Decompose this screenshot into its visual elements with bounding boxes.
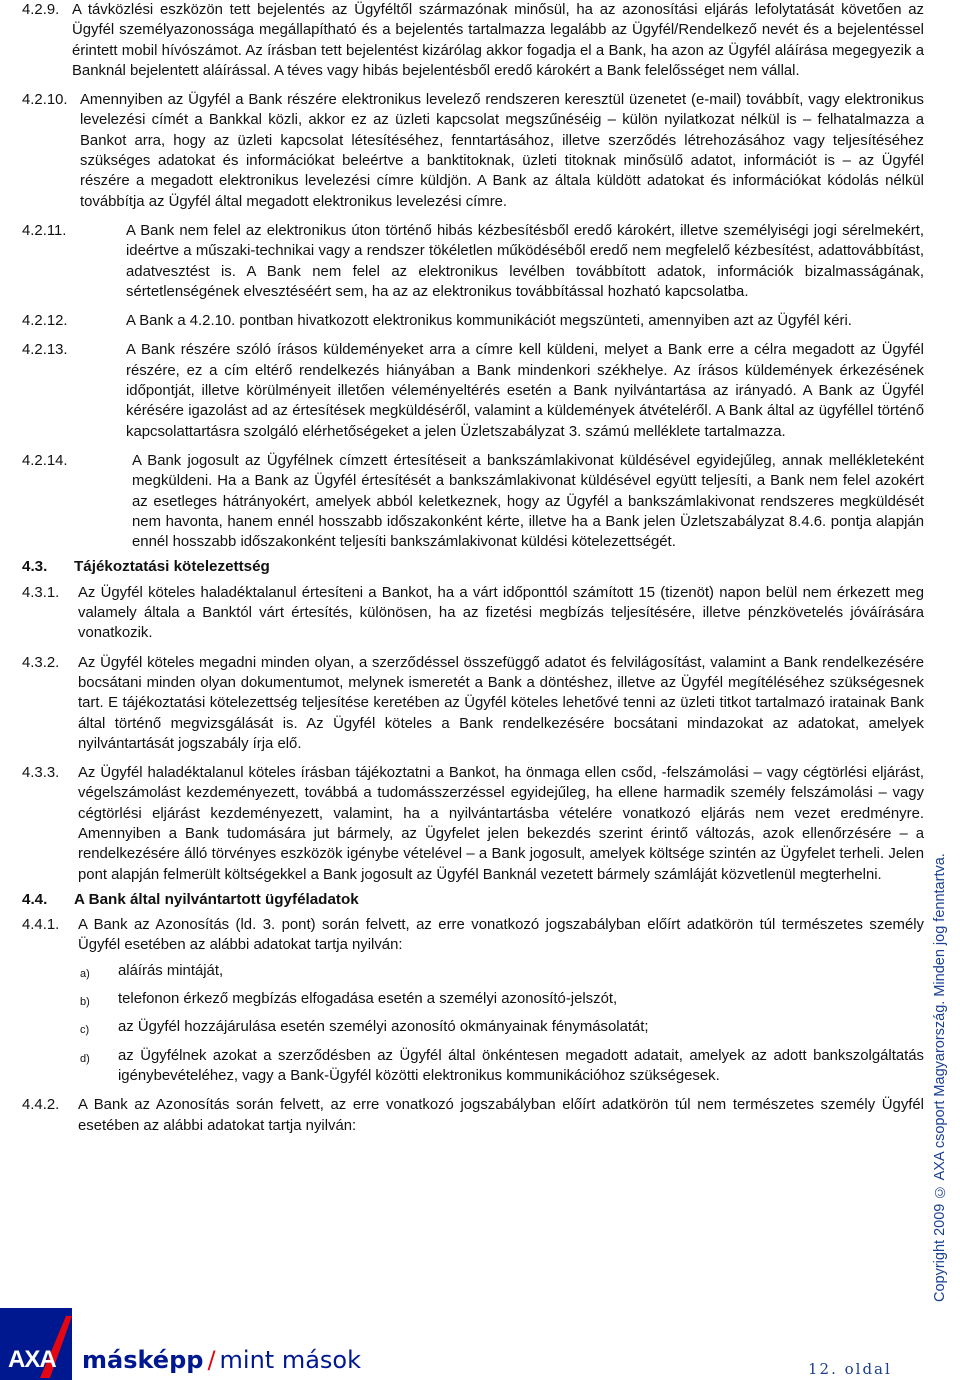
slogan-slash: / (207, 1346, 216, 1374)
paragraph-text: Az Ügyfél köteles megadni minden olyan, a szerződéssel összefüggő adatot és felvilágosítást, valamint a Bank rendelkezésére bocsátani minden olyan dokumentumot, melynek ismeretét a Bank a döntéshez, illetve az Ügyfél megítéléséhez szükségesnek tart. E tájékoztatási kötelezettség teljesítése keretében az Ügyfél köteles lehetővé tenni az üzleti titkot tartalmazó iratainak Bank által történő megvizsgálását is. Az Ügyfél köteles a Bank rendelkezésére bocsátani mindazokat az adatokat, amelyek nyilvántartását jogszabály írja elő. (78, 654, 924, 752)
list-text: telefonon érkező megbízás elfogadása esetén a személyi azonosító-jelszót, (118, 991, 618, 1008)
list-item (80, 961, 924, 984)
list-letter: b) (80, 996, 90, 1009)
paragraph-4-2-10 (22, 90, 924, 212)
paragraph-4-2-11 (22, 221, 924, 302)
paragraph-number: 4.2.11. (22, 222, 67, 239)
paragraph-number: 4.3.2. (22, 654, 60, 671)
paragraph-text: A Bank nem felel az elektronikus úton történő hibás kézbesítésből eredő károkért, illetve személyiségi jogi sérelmekért, ideértve a műszaki-technikai vagy a rendszer tökéletlen működéséből eredő nem megfelelő kézbesítést, adattovábbítást, adatvesztést is. A Bank nem felel az elektronikus levélben továbbított adatok, információk bizalmasságának, sértetlenségének elvesztéséért sem, ha az az elektronikus továbbítással hozható kapcsolatba. (126, 222, 924, 300)
list-text: aláírás mintáját, (118, 962, 224, 979)
paragraph-number: 4.2.14. (22, 452, 68, 469)
paragraph-4-4-1 (22, 915, 924, 956)
list-item (80, 989, 924, 1012)
axa-logo-text: AXA (8, 1346, 56, 1373)
paragraph-text: A Bank az Azonosítás során felvett, az erre vonatkozó jogszabályban előírt adatkörön túl nem természetes személy Ügyfél esetében az alábbi adatokat tartja nyilván: (78, 1097, 924, 1134)
paragraph-4-2-9 (22, 0, 924, 81)
paragraph-number: 4.2.9. (22, 2, 60, 18)
page-number: 12. oldal (808, 1360, 892, 1378)
paragraph-text: Az Ügyfél haladéktalanul köteles írásban tájékoztatni a Bankot, ha önmaga ellen csőd, -felszámolási – vagy cégtörlési eljárást, végelszámolást kezdeményezett, továbbá a tudomásszerzéssel egyidejűleg, ha ellene harmadik személy felszámolási – vagy cégtörlési eljárást kezdeményezett, valamint, ha a nyilvántartásba vételére vonatkozó eljárás nem vezet eredményre. Amennyiben a Bank tudomására jut bármely, az Ügyfelet jelen bekezdés szerint érintő változás, azok ellenőrzésére – a rendelkezésére álló törvényes eszközök igénybe vételével – a Bank jogosult, amelyek költsége szintén az Ügyfelet terheli. Jelen pont alapján felmerült költségekkel a Bank jogosult az Ügyfél Banknál vezetett bármely számláját közvetlenül megterhelni. (78, 765, 924, 883)
list-item (80, 1046, 924, 1087)
paragraph-number: 4.2.12. (22, 313, 68, 330)
heading-number: 4.4. (22, 890, 48, 908)
paragraph-4-3-2 (22, 653, 924, 754)
paragraph-number: 4.4.2. (22, 1097, 60, 1114)
slogan-thin: mint mások (219, 1346, 362, 1374)
section-heading-4-3 (22, 557, 924, 577)
heading-text: A Bank által nyilvántartott ügyféladatok (74, 890, 359, 908)
paragraph-text: A Bank a 4.2.10. pontban hivatkozott elektronikus kommunikációt megszünteti, amennyiben azt az Ügyfél kéri. (126, 313, 852, 330)
paragraph-text: A Bank az Azonosítás (ld. 3. pont) során felvett, az erre vonatkozó jogszabályban előírt adatkörön túl természetes személy Ügyfél esetében az alábbi adatokat tartja nyilván: (78, 917, 924, 954)
paragraph-text: Az Ügyfél köteles haladéktalanul értesíteni a Bankot, ha a várt időponttól számított 15 (tizenöt) napon belül nem érkezett meg valamely általa a Banktól várt értesítés, különösen, ha az fizetési megbízás teljesítésére, illetve pénzkövetelés jóváírására vonatkozik. (78, 584, 924, 642)
copyright-sidebar (932, 853, 958, 1302)
list-item (80, 1017, 924, 1040)
paragraph-number: 4.2.10. (22, 92, 68, 109)
paragraph-number: 4.3.1. (22, 584, 60, 601)
slogan-bold: másképp (82, 1346, 204, 1374)
list-letter: a) (80, 967, 90, 980)
list-text: az Ügyfél hozzájárulása esetén személyi azonosító okmányainak fénymásolatát; (118, 1019, 649, 1036)
heading-number: 4.3. (22, 558, 48, 576)
copyright-text: Copyright 2009 © AXA csoport Magyarország. Minden jog fenntartva. (932, 853, 948, 1302)
paragraph-text: Amennyiben az Ügyfél a Bank részére elektronikus levelező rendszeren keresztül üzenetet (e-mail) továbbít, vagy elektronikus levelezési címét a Bankkal közli, akkor ez az üzleti kapcsolat megszűnéséig – külön nyilatkozat nélkül is – felhatalmazza a Bankot arra, hogy az üzleti kapcsolat létesítéséhez, fenntartásához, illetve szerződés létrehozásához vagy teljesítéséhez szükséges adatokat és információkat beleértve a banktitoknak, üzleti titoknak minősülő adatot, információt is – az Ügyfél részére a megadott elektronikus levelezési címre küldjön. A Bank az általa küldött adatokat és információkat kódolás nélkül továbbítja az Ügyfél által megadott elektronikus levelezési címre. (80, 92, 924, 210)
paragraph-text: A Bank jogosult az Ügyfélnek címzett értesítéseit a bankszámlakivonat küldésével egyidejűleg, annak mellékleteként megküldeni. Ha a Bank az Ügyfél értesítését a bankszámlakivonat küldésével együtt teljesíti, a Bank nem felel azokért az esetleges hátrányokért, amelyek abból keletkeznek, hogy az Ügyfél a bankszámlakivonat rendszeres megküldését nem havonta, hanem ennél hosszabb időszakonként kérte, illetve ha a Bank jelen Üzletszabályzat 8.4.6. pontja alapján ennél hosszabb időszakonként teljesíti bankszámlakivonat küldési kötelezettségét. (132, 452, 924, 551)
paragraph-4-3-3 (22, 763, 924, 885)
list-letter: c) (80, 1024, 90, 1037)
list-text: az Ügyfélnek azokat a szerződésben az Ügyfél által önkéntesen megadott adatait, amelyek az adott bankszolgáltatás igénybevételéhez, vagy a Bank-Ügyfél közötti elektronikus kommunikációhoz szükségesek. (118, 1047, 924, 1084)
document-body (22, 0, 924, 1136)
paragraph-4-2-14 (22, 451, 924, 552)
section-heading-4-4 (22, 890, 924, 910)
paragraph-4-4-2 (22, 1095, 924, 1136)
slogan (82, 1346, 361, 1374)
paragraph-number: 4.4.1. (22, 917, 60, 934)
list-letter: d) (80, 1052, 90, 1065)
paragraph-text: A távközlési eszközön tett bejelentés az Ügyféltől származónak minősül, ha az azonosítási eljárás lefolytatását követően az Ügyfél személyazonossága megállapítható és a bejelentés tartalmazza legalább az Ügyfél/Rendelkező nevét és a bejelentéssel érintett mobil hívószámot. Az írásban tett bejelentést kizárólag akkor fogadja el a Bank, ha azon az Ügyfél aláírása megegyezik a Banknál bejelentett aláírással. A téves vagy hibás bejelentésből eredő károkért a Bank felelősséget nem vállal. (72, 2, 924, 79)
paragraph-4-2-13 (22, 340, 924, 441)
axa-logo (0, 1308, 72, 1380)
page-footer (0, 1308, 960, 1380)
heading-text: Tájékoztatási kötelezettség (74, 558, 270, 576)
paragraph-4-3-1 (22, 583, 924, 644)
paragraph-4-2-12 (22, 311, 924, 331)
paragraph-number: 4.2.13. (22, 342, 68, 359)
paragraph-text: A Bank részére szóló írásos küldeményeket arra a címre kell küldeni, melyet a Bank erre a célra megadott az Ügyfél részére, ez a cím eltérő rendelkezés hiányában a Bank mindenkori székhelye. Az írásos küldemények érkezésének időpontját, illetve körülményeit illetően véleményeltérés esetén a Bank nyilvántartása az irányadó. A Bank az Ügyfél kérésére igazolást ad az értesítések megküldéséről, valamint a küldemények átvételéről. A Bank által az ügyféllel történő kapcsolattartásra szolgáló elérhetőségeket a jelen Üzletszabályzat 3. számú melléklete tartalmazza. (126, 342, 924, 440)
paragraph-number: 4.3.3. (22, 765, 60, 782)
